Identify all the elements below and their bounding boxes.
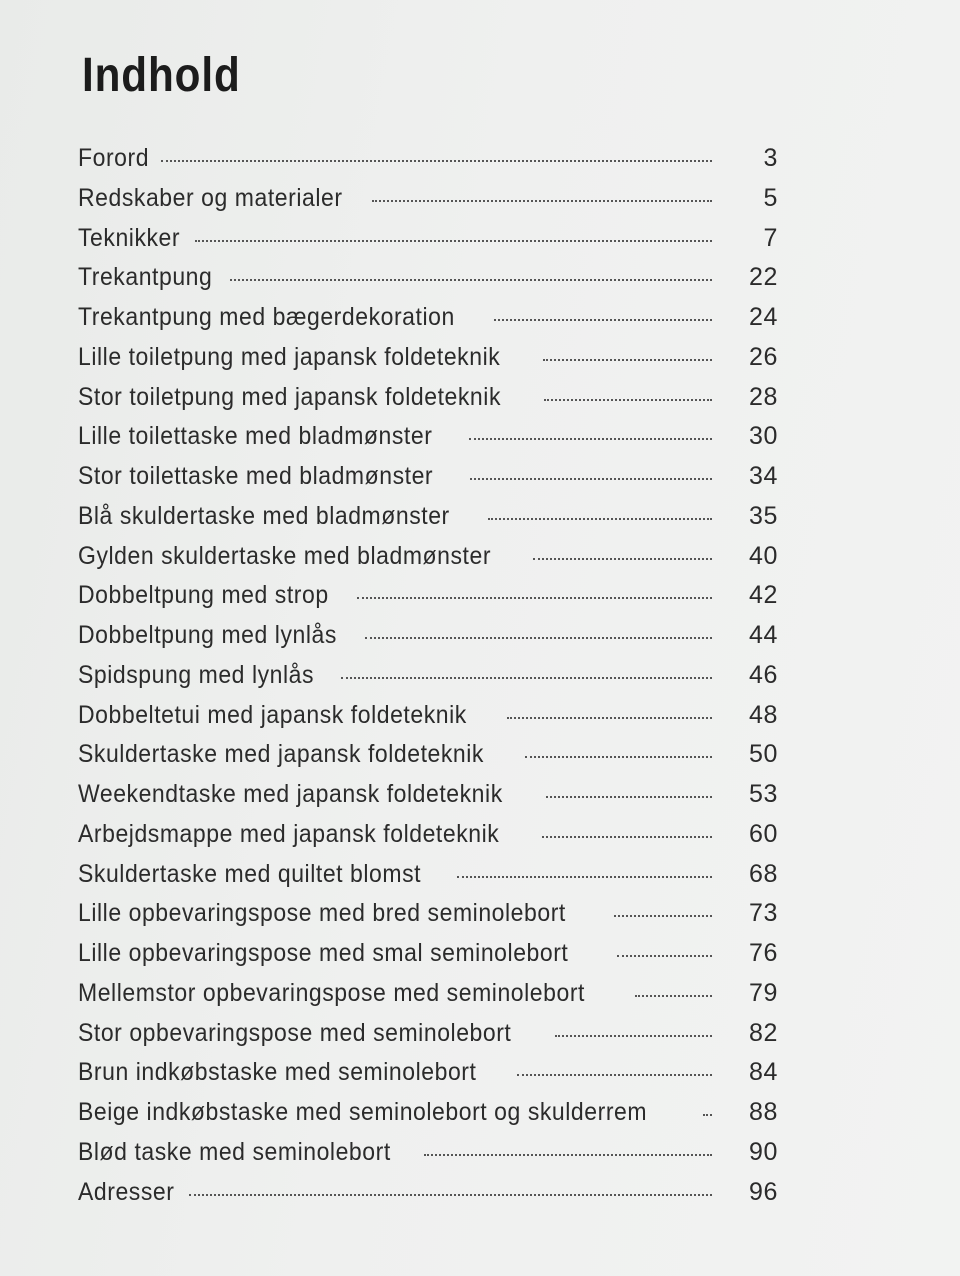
dot-leader (517, 1070, 712, 1076)
dot-leader (614, 911, 712, 917)
toc-entry-title: Dobbeltpung med lynlås (78, 621, 337, 649)
toc-entry (78, 343, 778, 383)
toc-entry (78, 1098, 778, 1138)
dot-leader (546, 792, 712, 798)
dot-leader (494, 315, 712, 321)
toc-entry-title: Trekantpung (78, 263, 213, 292)
toc-entry (78, 184, 778, 224)
toc-entry (78, 263, 778, 303)
toc-page-number: 88 (748, 1098, 778, 1126)
toc-entry (78, 1019, 778, 1059)
toc-entry-title: Lille toilettaske med bladmønster (78, 422, 433, 451)
dot-leader (635, 991, 712, 997)
dot-leader (341, 673, 712, 679)
dot-leader (365, 633, 712, 639)
toc-entry-title: Weekendtaske med japansk foldeteknik (78, 780, 503, 808)
toc-entry (78, 581, 778, 621)
dot-leader (357, 593, 713, 599)
toc-entry (78, 860, 778, 900)
dot-leader (544, 395, 712, 401)
toc-page-number: 48 (748, 700, 778, 729)
toc-page-number: 53 (748, 780, 778, 808)
toc-entry-title: Skuldertaske med quiltet blomst (78, 859, 422, 888)
toc-entry (78, 422, 778, 462)
toc-page-number: 40 (748, 541, 778, 570)
toc-page-number: 82 (748, 1018, 778, 1047)
toc-entry-title: Lille opbevaringspose med bred seminolebort (78, 899, 566, 928)
dot-leader (542, 832, 712, 838)
dot-leader (525, 752, 712, 758)
toc-entry (78, 502, 778, 542)
table-of-contents (78, 144, 778, 1217)
toc-page-number: 35 (748, 501, 778, 530)
dot-leader (230, 275, 712, 281)
toc-entry (78, 899, 778, 939)
toc-page-number: 5 (763, 183, 778, 212)
toc-page-number: 90 (748, 1137, 778, 1166)
toc-page-number: 26 (748, 342, 778, 371)
toc-entry-title: Redskaber og materialer (78, 183, 343, 212)
toc-page-number: 50 (748, 740, 778, 769)
dot-leader (195, 236, 712, 242)
toc-page-number: 46 (748, 660, 778, 689)
toc-page-number: 44 (748, 621, 778, 649)
toc-entry-title: Blød taske med seminolebort (78, 1137, 391, 1166)
toc-entry (78, 621, 778, 661)
toc-entry-title: Beige indkøbstaske med seminolebort og skulderrem (78, 1098, 648, 1126)
toc-entry-title: Teknikker (78, 223, 181, 252)
dot-leader (424, 1150, 712, 1156)
toc-entry-title: Skuldertaske med japansk foldeteknik (78, 740, 484, 769)
toc-entry-title: Brun indkøbstaske med seminolebort (78, 1058, 477, 1087)
toc-page-number: 28 (748, 382, 778, 411)
toc-entry (78, 462, 778, 502)
toc-page-number: 34 (748, 462, 778, 490)
toc-page-number: 79 (748, 978, 778, 1007)
dot-leader (488, 514, 712, 520)
toc-entry-title: Blå skuldertaske med bladmønster (78, 501, 450, 530)
toc-entry-title: Arbejdsmappe med japansk foldeteknik (78, 819, 500, 848)
toc-entry (78, 542, 778, 582)
toc-entry (78, 144, 778, 184)
toc-entry (78, 1178, 778, 1218)
toc-entry-title: Stor toilettaske med bladmønster (78, 462, 434, 490)
dot-leader (469, 434, 712, 440)
dot-leader (703, 1110, 712, 1116)
toc-entry-title: Gylden skuldertaske med bladmønster (78, 541, 492, 570)
toc-page-number: 76 (748, 939, 778, 967)
toc-entry (78, 939, 778, 979)
toc-entry-title: Adresser (78, 1177, 175, 1206)
toc-entry-title: Lille toiletpung med japansk foldeteknik (78, 342, 501, 371)
dot-leader (507, 713, 712, 719)
dot-leader (533, 554, 712, 560)
toc-entry-title: Spidspung med lynlås (78, 660, 315, 689)
toc-page-number: 84 (748, 1058, 778, 1087)
toc-entry-title: Trekantpung med bægerdekoration (78, 303, 455, 331)
dot-leader (543, 355, 712, 361)
toc-entry-title: Dobbeltetui med japansk foldeteknik (78, 700, 467, 729)
toc-entry (78, 303, 778, 343)
toc-page-number: 7 (763, 223, 778, 252)
toc-entry-title: Dobbeltpung med strop (78, 581, 329, 610)
toc-entry (78, 1138, 778, 1178)
toc-entry-title: Stor toiletpung med japansk foldeteknik (78, 382, 501, 411)
toc-entry-title: Stor opbevaringspose med seminolebort (78, 1018, 512, 1047)
page-title: Indhold (82, 49, 241, 102)
toc-page-number: 30 (748, 422, 778, 451)
toc-entry (78, 701, 778, 741)
toc-entry (78, 979, 778, 1019)
toc-entry (78, 661, 778, 701)
toc-page-number: 3 (763, 144, 778, 172)
toc-entry-title: Lille opbevaringspose med smal seminolebort (78, 939, 569, 967)
toc-entry (78, 820, 778, 860)
dot-leader (457, 872, 712, 878)
toc-page-number: 68 (748, 859, 778, 888)
toc-entry (78, 383, 778, 423)
dot-leader (617, 951, 712, 957)
toc-page-number: 22 (748, 263, 778, 292)
dot-leader (189, 1190, 712, 1196)
toc-entry-title: Forord (78, 144, 150, 172)
dot-leader (470, 474, 712, 480)
dot-leader (372, 196, 712, 202)
toc-page-number: 73 (748, 899, 778, 928)
toc-page-number: 42 (748, 581, 778, 610)
toc-entry (78, 1058, 778, 1098)
toc-entry-title: Mellemstor opbevaringspose med seminolebort (78, 978, 585, 1007)
toc-entry (78, 224, 778, 264)
dot-leader (161, 156, 712, 162)
dot-leader (555, 1031, 712, 1037)
toc-page-number: 96 (748, 1177, 778, 1206)
toc-page-number: 24 (748, 303, 778, 331)
toc-entry (78, 740, 778, 780)
toc-entry (78, 780, 778, 820)
toc-page-number: 60 (748, 819, 778, 848)
